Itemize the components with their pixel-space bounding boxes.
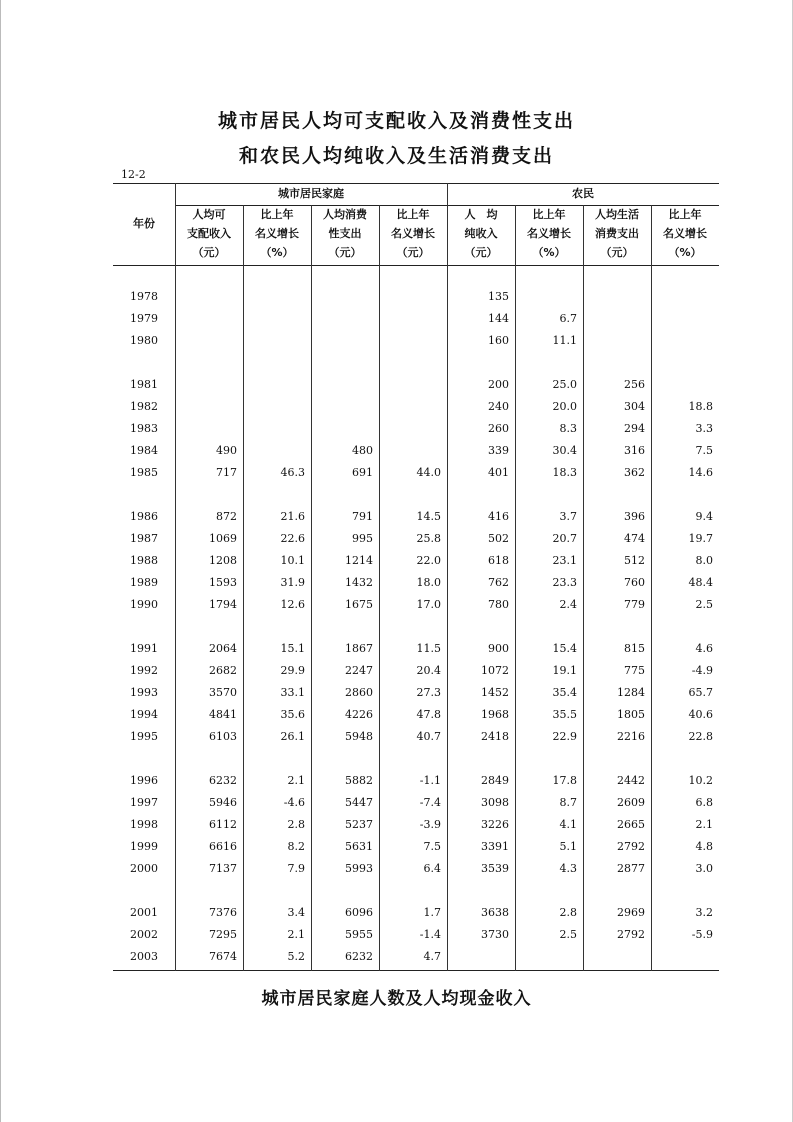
value-cell [175, 330, 237, 352]
year-cell: 1995 [130, 730, 158, 743]
value-cell: 6.4 [423, 862, 441, 875]
value-cell [243, 396, 305, 418]
column-header-line: （元） [328, 246, 362, 259]
value-cell: 3391 [481, 840, 509, 853]
value-cell: 10.2 [688, 774, 713, 787]
value-cell: 760 [624, 576, 645, 589]
value-cell: 1867 [345, 642, 373, 655]
value-cell: 6232 [345, 950, 373, 963]
value-cell: 4226 [345, 708, 373, 721]
value-cell: 618 [488, 554, 509, 567]
value-cell: 1069 [209, 532, 237, 545]
value-cell: -7.4 [419, 796, 441, 809]
value-cell: 22.0 [416, 554, 441, 567]
value-cell: 780 [488, 598, 509, 611]
year-cell: 1994 [130, 708, 158, 721]
value-cell: 135 [488, 290, 509, 303]
value-cell [379, 330, 441, 352]
value-cell: 2.8 [287, 818, 305, 831]
value-cell [311, 396, 373, 418]
value-cell: 40.7 [416, 730, 441, 743]
table-row [113, 594, 719, 616]
value-cell: 26.1 [280, 730, 305, 743]
value-cell: 8.3 [559, 422, 577, 435]
value-cell [515, 286, 577, 308]
year-cell: 1982 [130, 400, 158, 413]
header-bottom-rule [113, 265, 719, 266]
value-cell: 474 [624, 532, 645, 545]
value-cell: 18.0 [416, 576, 441, 589]
value-cell: 6112 [209, 818, 237, 831]
value-cell: 20.4 [416, 664, 441, 677]
table-row [113, 726, 719, 748]
value-cell: 21.6 [280, 510, 305, 523]
value-cell: 2860 [345, 686, 373, 699]
year-cell: 1991 [130, 642, 158, 655]
value-cell: 20.7 [552, 532, 577, 545]
value-cell [311, 418, 373, 440]
value-cell: 25.8 [416, 532, 441, 545]
value-cell: 2.5 [695, 598, 713, 611]
value-cell: 762 [488, 576, 509, 589]
value-cell: 19.1 [552, 664, 577, 677]
urban-group-header: 城市居民家庭 [278, 187, 344, 200]
value-cell [583, 286, 645, 308]
value-cell: 779 [624, 598, 645, 611]
value-cell: 2.1 [287, 774, 305, 787]
year-cell: 1990 [130, 598, 158, 611]
value-cell: 1072 [481, 664, 509, 677]
value-cell [379, 440, 441, 462]
year-cell: 1981 [130, 378, 158, 391]
value-cell [175, 418, 237, 440]
value-cell: 2609 [617, 796, 645, 809]
value-cell: 4841 [209, 708, 237, 721]
value-cell: 3.7 [559, 510, 577, 523]
column-header-line: 消费支出 [595, 227, 639, 240]
value-cell: 44.0 [416, 466, 441, 479]
value-cell: 10.1 [280, 554, 305, 567]
value-cell: 5631 [345, 840, 373, 853]
value-cell: 3638 [481, 906, 509, 919]
value-cell: 4.7 [423, 950, 441, 963]
value-cell: -4.9 [691, 664, 713, 677]
value-cell: 11.5 [416, 642, 441, 655]
value-cell [379, 396, 441, 418]
year-cell: 2000 [130, 862, 158, 875]
value-cell: 8.2 [287, 840, 305, 853]
value-cell: 490 [216, 444, 237, 457]
value-cell [311, 330, 373, 352]
value-cell: 144 [488, 312, 509, 325]
value-cell: 3.2 [695, 906, 713, 919]
year-cell: 1978 [130, 290, 158, 303]
value-cell [651, 286, 713, 308]
value-cell: 4.6 [695, 642, 713, 655]
value-cell [243, 440, 305, 462]
value-cell: 5882 [345, 774, 373, 787]
value-cell: 2.4 [559, 598, 577, 611]
value-cell [379, 286, 441, 308]
income-expenditure-table [113, 183, 719, 971]
value-cell [515, 946, 577, 968]
table-row [113, 396, 719, 418]
value-cell: 5948 [345, 730, 373, 743]
value-cell: 23.1 [552, 554, 577, 567]
value-cell: 9.4 [695, 510, 713, 523]
value-cell: 3098 [481, 796, 509, 809]
column-header-line: 名义增长 [663, 227, 707, 240]
value-cell: 30.4 [552, 444, 577, 457]
rural-group-header: 农民 [572, 187, 594, 200]
year-cell: 1999 [130, 840, 158, 853]
value-cell: 240 [488, 400, 509, 413]
column-header-line: （元） [192, 246, 226, 259]
value-cell [583, 308, 645, 330]
value-cell: -1.4 [419, 928, 441, 941]
value-cell: 502 [488, 532, 509, 545]
table-row [113, 902, 719, 924]
value-cell: 35.5 [552, 708, 577, 721]
table-row [113, 528, 719, 550]
table-row [113, 770, 719, 792]
column-header-line: 纯收入 [464, 227, 498, 240]
value-cell: 7.9 [287, 862, 305, 875]
value-cell: 2064 [209, 642, 237, 655]
value-cell: 14.5 [416, 510, 441, 523]
value-cell [175, 396, 237, 418]
value-cell: 2849 [481, 774, 509, 787]
value-cell: 7.5 [695, 444, 713, 457]
value-cell: 8.7 [559, 796, 577, 809]
value-cell: 3.3 [695, 422, 713, 435]
value-cell: 2.1 [287, 928, 305, 941]
year-cell: 1979 [130, 312, 158, 325]
value-cell: 2442 [617, 774, 645, 787]
value-cell: 5447 [345, 796, 373, 809]
value-cell: 304 [624, 400, 645, 413]
value-cell: 18.8 [688, 400, 713, 413]
value-cell: 35.4 [552, 686, 577, 699]
value-cell: 22.9 [552, 730, 577, 743]
year-cell: 1996 [130, 774, 158, 787]
value-cell: 2682 [209, 664, 237, 677]
value-cell: 18.3 [552, 466, 577, 479]
table-row [113, 704, 719, 726]
value-cell: 2.8 [559, 906, 577, 919]
value-cell: 872 [216, 510, 237, 523]
value-cell: 2969 [617, 906, 645, 919]
value-cell: 1675 [345, 598, 373, 611]
table-row [113, 660, 719, 682]
value-cell: 2.1 [695, 818, 713, 831]
column-header-line: 比上年 [668, 208, 702, 221]
year-cell: 1988 [130, 554, 158, 567]
value-cell: 22.6 [280, 532, 305, 545]
value-cell: 791 [352, 510, 373, 523]
value-cell [311, 308, 373, 330]
value-cell: 7.5 [423, 840, 441, 853]
value-cell: 15.4 [552, 642, 577, 655]
value-cell [243, 308, 305, 330]
year-cell: 1997 [130, 796, 158, 809]
value-cell: 160 [488, 334, 509, 347]
value-cell: 65.7 [688, 686, 713, 699]
value-cell: -3.9 [419, 818, 441, 831]
value-cell [583, 946, 645, 968]
value-cell [175, 308, 237, 330]
year-cell: 1993 [130, 686, 158, 699]
value-cell: 401 [488, 466, 509, 479]
table-row [113, 330, 719, 352]
next-section-title: 城市居民家庭人数及人均现金收入 [261, 989, 532, 1009]
value-cell: 6103 [209, 730, 237, 743]
value-cell: 6096 [345, 906, 373, 919]
year-cell: 1985 [130, 466, 158, 479]
value-cell [651, 330, 713, 352]
table-row [113, 638, 719, 660]
table-row [113, 924, 719, 946]
value-cell: -5.9 [691, 928, 713, 941]
value-cell: 22.8 [688, 730, 713, 743]
year-header: 年份 [133, 217, 155, 230]
column-header-line: 比上年 [260, 208, 294, 221]
value-cell: 11.1 [552, 334, 577, 347]
value-cell: 35.6 [280, 708, 305, 721]
table-row [113, 550, 719, 572]
value-cell [651, 374, 713, 396]
year-cell: 1984 [130, 444, 158, 457]
value-cell: 5237 [345, 818, 373, 831]
year-cell: 1980 [130, 334, 158, 347]
value-cell: 4.1 [559, 818, 577, 831]
value-cell [175, 286, 237, 308]
year-cell: 1992 [130, 664, 158, 677]
value-cell: 17.0 [416, 598, 441, 611]
value-cell: 1452 [481, 686, 509, 699]
value-cell: 294 [624, 422, 645, 435]
value-cell: 316 [624, 444, 645, 457]
value-cell [243, 374, 305, 396]
column-header-line: （%） [668, 246, 702, 259]
column-header-line: 性支出 [328, 227, 362, 240]
value-cell: 480 [352, 444, 373, 457]
value-cell: 2216 [617, 730, 645, 743]
table-row [113, 792, 719, 814]
year-cell: 2001 [130, 906, 158, 919]
value-cell: 3730 [481, 928, 509, 941]
value-cell [583, 330, 645, 352]
value-cell: 2792 [617, 840, 645, 853]
table-row [113, 858, 719, 880]
value-cell: 339 [488, 444, 509, 457]
year-cell: 2002 [130, 928, 158, 941]
column-header-line: （元） [464, 246, 498, 259]
column-header-line: 人 均 [464, 208, 498, 221]
value-cell [243, 418, 305, 440]
value-cell: 1208 [209, 554, 237, 567]
value-cell [243, 286, 305, 308]
value-cell [175, 374, 237, 396]
value-cell: 717 [216, 466, 237, 479]
value-cell: 5955 [345, 928, 373, 941]
table-row [113, 506, 719, 528]
value-cell: 256 [624, 378, 645, 391]
value-cell: 3570 [209, 686, 237, 699]
value-cell: 1805 [617, 708, 645, 721]
page-title-line-1: 城市居民人均可支配收入及消费性支出 [217, 110, 575, 132]
page-left-border [0, 0, 1, 1122]
value-cell: 27.3 [416, 686, 441, 699]
value-cell [311, 286, 373, 308]
column-header-line: 人均消费 [323, 208, 367, 221]
value-cell: 23.3 [552, 576, 577, 589]
page-title-line-2: 和农民人均纯收入及生活消费支出 [238, 145, 554, 167]
value-cell: 6232 [209, 774, 237, 787]
value-cell: 3.4 [287, 906, 305, 919]
value-cell: 7137 [209, 862, 237, 875]
value-cell: 31.9 [280, 576, 305, 589]
value-cell: 3539 [481, 862, 509, 875]
value-cell: 19.7 [688, 532, 713, 545]
value-cell: 1.7 [423, 906, 441, 919]
table-row [113, 572, 719, 594]
year-cell: 1983 [130, 422, 158, 435]
value-cell: 815 [624, 642, 645, 655]
table-row [113, 462, 719, 484]
column-header-line: 名义增长 [391, 227, 435, 240]
value-cell: 25.0 [552, 378, 577, 391]
value-cell: 46.3 [280, 466, 305, 479]
column-header-line: （元） [600, 246, 634, 259]
value-cell: 7674 [209, 950, 237, 963]
value-cell: 775 [624, 664, 645, 677]
value-cell: 691 [352, 466, 373, 479]
value-cell: 1794 [209, 598, 237, 611]
value-cell: 33.1 [280, 686, 305, 699]
value-cell: 2418 [481, 730, 509, 743]
year-cell: 1989 [130, 576, 158, 589]
table-row [113, 682, 719, 704]
value-cell: 3226 [481, 818, 509, 831]
value-cell: 4.8 [695, 840, 713, 853]
value-cell: 2665 [617, 818, 645, 831]
value-cell: 7295 [209, 928, 237, 941]
value-cell: 48.4 [688, 576, 713, 589]
value-cell: 29.9 [280, 664, 305, 677]
value-cell: 7376 [209, 906, 237, 919]
value-cell: 1593 [209, 576, 237, 589]
table-row [113, 946, 719, 968]
column-header-line: 人均可 [192, 208, 226, 221]
year-cell: 1998 [130, 818, 158, 831]
value-cell [447, 946, 509, 968]
value-cell: 512 [624, 554, 645, 567]
table-row [113, 374, 719, 396]
value-cell: 14.6 [688, 466, 713, 479]
column-header-line: 比上年 [532, 208, 566, 221]
value-cell: 47.8 [416, 708, 441, 721]
value-cell: 1284 [617, 686, 645, 699]
value-cell: 5.2 [287, 950, 305, 963]
value-cell: 20.0 [552, 400, 577, 413]
column-header-line: 名义增长 [255, 227, 299, 240]
table-row [113, 440, 719, 462]
value-cell: 362 [624, 466, 645, 479]
column-header-line: 比上年 [396, 208, 430, 221]
value-cell: -1.1 [419, 774, 441, 787]
value-cell: 2792 [617, 928, 645, 941]
value-cell: 2877 [617, 862, 645, 875]
value-cell [651, 946, 713, 968]
value-cell: 2247 [345, 664, 373, 677]
value-cell: 5946 [209, 796, 237, 809]
column-header-line: 名义增长 [527, 227, 571, 240]
value-cell: 260 [488, 422, 509, 435]
table-row [113, 836, 719, 858]
column-header-line: 支配收入 [187, 227, 231, 240]
value-cell: 40.6 [688, 708, 713, 721]
value-cell: 2.5 [559, 928, 577, 941]
value-cell: 12.6 [280, 598, 305, 611]
year-cell: 1986 [130, 510, 158, 523]
table-row [113, 286, 719, 308]
value-cell: 17.8 [552, 774, 577, 787]
value-cell [651, 308, 713, 330]
column-header-line: （%） [532, 246, 566, 259]
table-row [113, 308, 719, 330]
value-cell: 6616 [209, 840, 237, 853]
value-cell [379, 308, 441, 330]
value-cell: 1214 [345, 554, 373, 567]
table-code: 12-2 [121, 168, 146, 181]
value-cell [243, 330, 305, 352]
column-header-line: （%） [260, 246, 294, 259]
value-cell: 15.1 [280, 642, 305, 655]
value-cell: 200 [488, 378, 509, 391]
value-cell: 900 [488, 642, 509, 655]
table-row [113, 418, 719, 440]
column-header-line: （元） [396, 246, 430, 259]
column-header-line: 人均生活 [595, 208, 639, 221]
value-cell: -4.6 [283, 796, 305, 809]
year-cell: 1987 [130, 532, 158, 545]
value-cell: 1968 [481, 708, 509, 721]
value-cell: 8.0 [695, 554, 713, 567]
value-cell: 4.3 [559, 862, 577, 875]
year-cell: 2003 [130, 950, 158, 963]
value-cell: 5993 [345, 862, 373, 875]
value-cell [379, 418, 441, 440]
value-cell: 5.1 [559, 840, 577, 853]
table-row [113, 814, 719, 836]
value-cell [311, 374, 373, 396]
value-cell: 995 [352, 532, 373, 545]
value-cell: 1432 [345, 576, 373, 589]
value-cell: 396 [624, 510, 645, 523]
value-cell: 3.0 [695, 862, 713, 875]
value-cell: 6.8 [695, 796, 713, 809]
value-cell [379, 374, 441, 396]
value-cell: 416 [488, 510, 509, 523]
value-cell: 6.7 [559, 312, 577, 325]
table-bottom-rule [113, 970, 719, 971]
